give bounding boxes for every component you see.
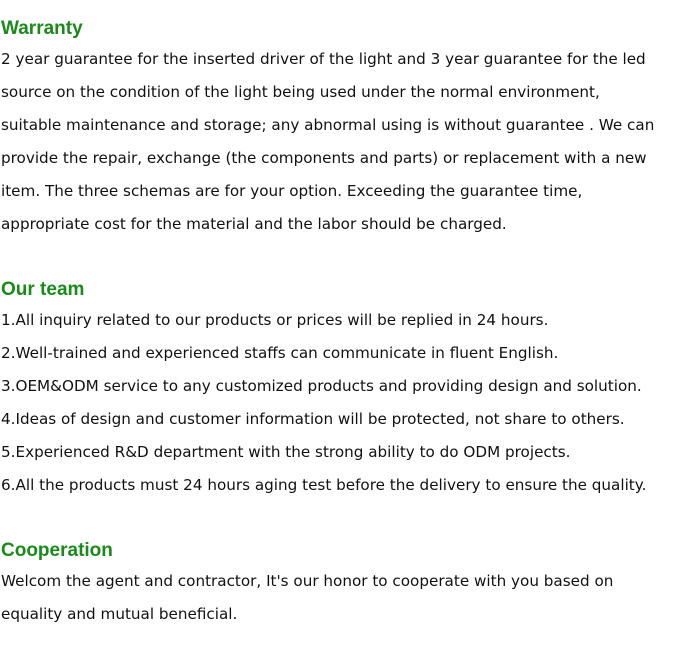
list-item: 3.OEM&ODM service to any customized products and providing design and solution.: [1, 377, 642, 395]
our-team-list: [1, 304, 700, 502]
warranty-line: appropriate cost for the material and the labor should be charged.: [1, 215, 507, 233]
list-item: 6.All the products must 24 hours aging test before the delivery to ensure the quality.: [1, 476, 647, 494]
warranty-line: provide the repair, exchange (the components and parts) or replacement with a new: [1, 149, 647, 167]
warranty-line: suitable maintenance and storage; any abnormal using is without guarantee . We can: [1, 116, 655, 134]
warranty-line: source on the condition of the light being used under the normal environment,: [1, 83, 600, 101]
section-spacer: [1, 241, 700, 275]
list-item: 4.Ideas of design and customer information will be protected, not share to others.: [1, 410, 625, 428]
warranty-line: 2 year guarantee for the inserted driver of the light and 3 year guarantee for the led: [1, 50, 646, 68]
list-item: 5.Experienced R&D department with the strong ability to do ODM projects.: [1, 443, 571, 461]
our-team-heading: Our team: [1, 279, 85, 300]
warranty-heading: Warranty: [1, 18, 83, 39]
list-item: 2.Well-trained and experienced staffs can communicate in fluent English.: [1, 344, 559, 362]
list-item: 1.All inquiry related to our products or prices will be replied in 24 hours.: [1, 311, 549, 329]
warranty-paragraph: [1, 43, 700, 241]
cooperation-line: Welcom the agent and contractor, It's our honor to cooperate with you based on: [1, 572, 614, 590]
cooperation-paragraph: [1, 565, 700, 631]
cooperation-heading: Cooperation: [1, 540, 113, 561]
warranty-line: item. The three schemas are for your option. Exceeding the guarantee time,: [1, 182, 583, 200]
section-spacer: [1, 502, 700, 536]
cooperation-line: equality and mutual beneficial.: [1, 605, 238, 623]
